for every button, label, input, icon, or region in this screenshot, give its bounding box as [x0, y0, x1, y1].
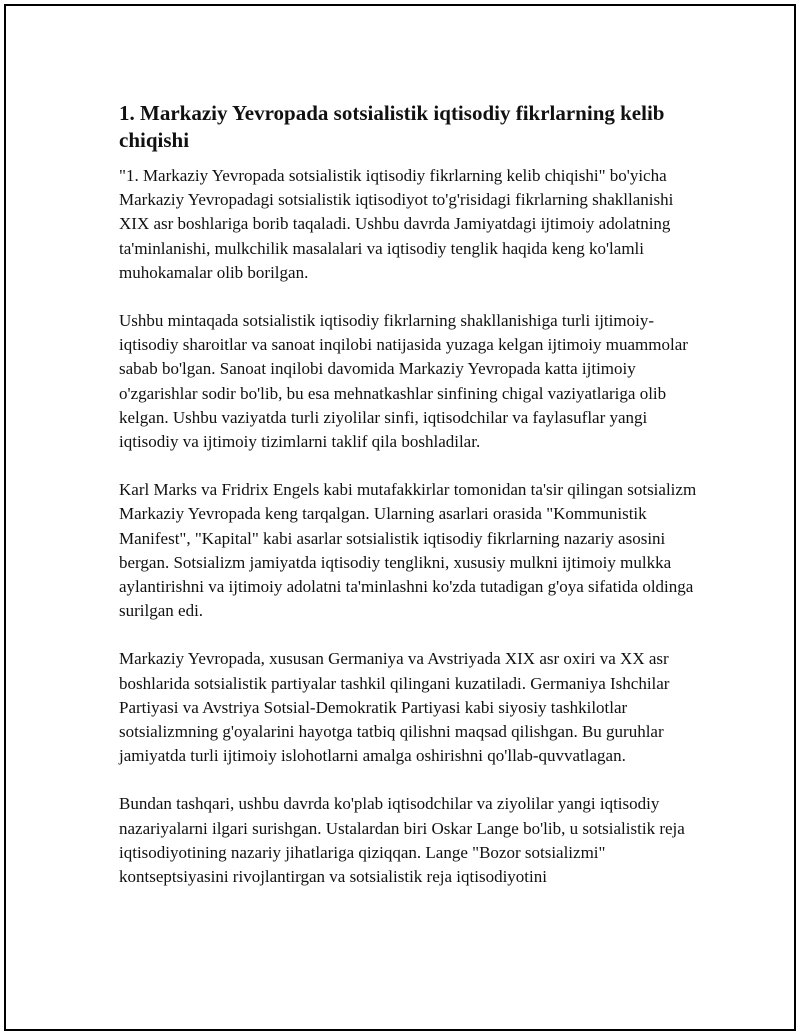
paragraph-2: Ushbu mintaqada sotsialistik iqtisodiy fikrlarning shakllanishiga turli ijtimoiy-iqtisodiy sharoitlar va sanoat inqilobi natijasida yuzaga kelgan ijtimoiy muammolar sabab bo'lgan. Sanoat inqilobi davomida Markaziy Yevropada katta ijtimoiy o'zgarishlar sodir bo'lib, bu esa mehnatkashlar sinfining chigal vaziyatlariga olib kelgan. Ushbu vaziyatda turli ziyolilar sinfi, iqtisodchilar va faylasuflar yangi iqtisodiy va ijtimoiy tizimlarni taklif qila boshladilar. — [119, 311, 688, 452]
paragraph-5: Bundan tashqari, ushbu davrda ko'plab iqtisodchilar va ziyolilar yangi iqtisodiy nazariyalarni ilgari surishgan. Ustalardan biri Oskar Lange bo'lib, u sotsialistik reja iqtisodiyotining nazariy jihatlariga qiziqqan. Lange "Bozor sotsializmi" kontseptsiyasini rivojlantirgan va sotsialistik reja iqtisodiyotini — [119, 794, 685, 887]
page-frame — [4, 4, 796, 1031]
paragraph-3: Karl Marks va Fridrix Engels kabi mutafakkirlar tomonidan ta'sir qilingan sotsializm Markaziy Yevropada keng tarqalgan. Ularning asarlari orasida "Kommunistik Manifest", "Kapital" kabi asarlar sotsialistik iqtisodiy fikrlarning nazariy asosini bergan. Sotsializm jamiyatda iqtisodiy tenglikni, xususiy mulkni ijtimoiy mulkka aylantirishni va ijtimoiy adolatni ta'minlashni ko'zda tutadigan g'oya sifatida oldinga surilgan edi. — [119, 480, 697, 621]
paragraph-4: Markaziy Yevropada, xususan Germaniya va Avstriyada XIX asr oxiri va XX asr boshlarida sotsialistik partiyalar tashkil qilingani kuzatiladi. Germaniya Ishchilar Partiyasi va Avstriya Sotsial-Demokratik Partiyasi kabi siyosiy tashkilotlar sotsializmning g'oyalarini hayotga tatbiq qilishni maqsad qilishgan. Bu guruhlar jamiyatda turli ijtimoiy islohotlarni amalga oshirishni qo'llab-quvvatlagan. — [119, 649, 670, 766]
paragraph-1: "1. Markaziy Yevropada sotsialistik iqtisodiy fikrlarning kelib chiqishi" bo'yicha Markaziy Yevropadagi sotsialistik iqtisodiyot to'g'risidagi fikrlarning shakllanishi XIX asr boshlariga borib taqaladi. Ushbu davrda Jamiyatdagi ijtimoiy adolatning ta'minlanishi, mulkchilik masalalari va iqtisodiy tenglik haqida keng ko'lamli muhokamalar olib borilgan. — [119, 166, 674, 282]
document-body — [119, 100, 699, 913]
document-heading: 1. Markaziy Yevropada sotsialistik iqtisodiy fikrlarning kelib chiqishi — [119, 101, 665, 152]
